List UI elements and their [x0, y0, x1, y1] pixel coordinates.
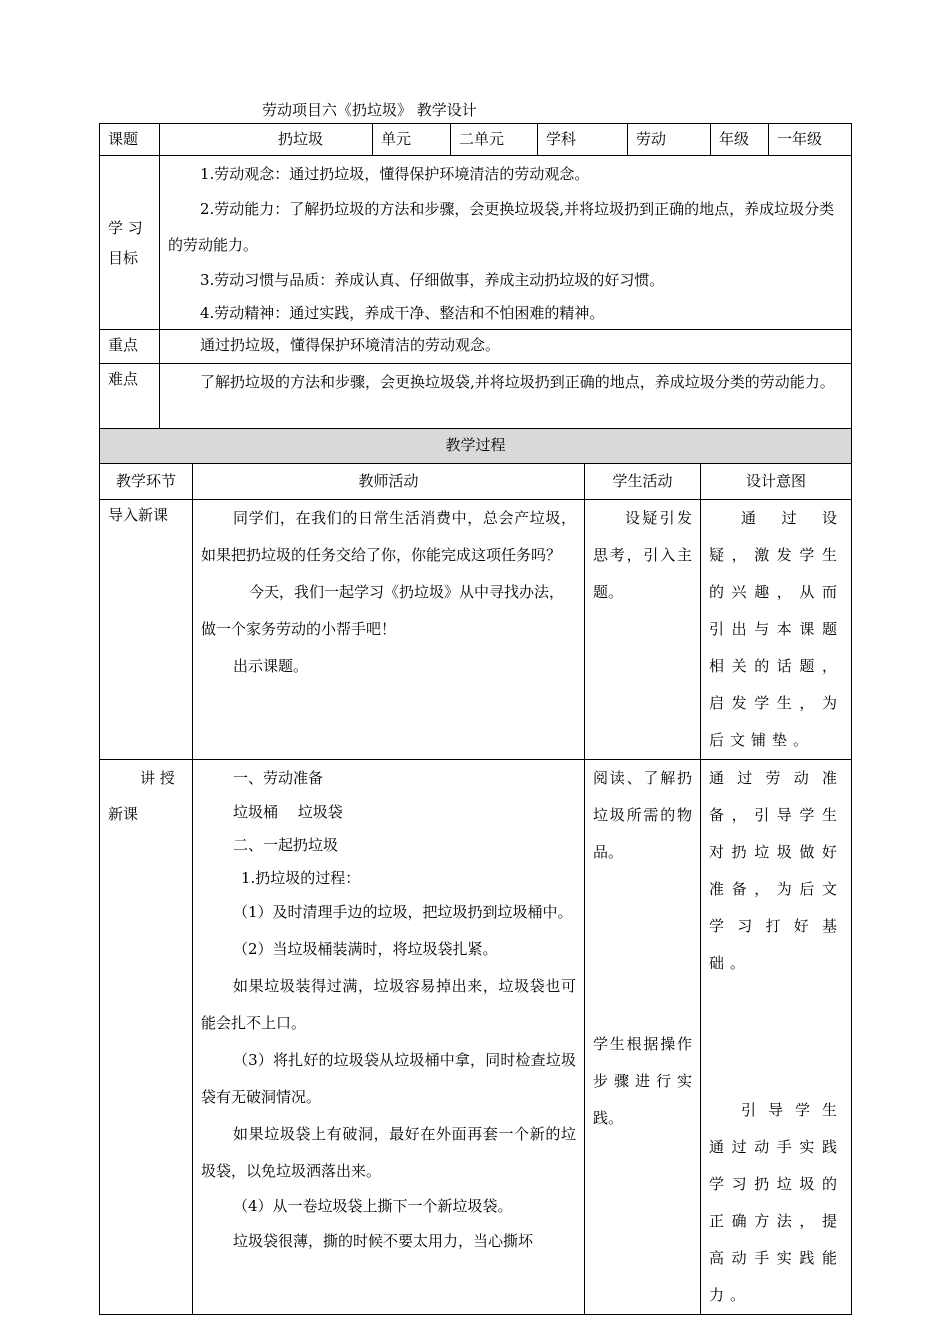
teach-student — [585, 760, 701, 1315]
teach-teacher-paragraph: 垃圾桶 垃圾袋 — [233, 803, 343, 821]
intro-student-text: 设疑引发思考，引入主题。 — [593, 509, 692, 601]
intro-teacher-paragraph: 同学们，在我们的日常生活消费中，总会产垃圾，如果把扔垃圾的任务交给了你，你能完成这项任务吗？ — [201, 509, 576, 564]
intro-student — [585, 500, 701, 760]
goals-label-line1: 学 习 — [108, 218, 143, 237]
teach-teacher-paragraph: 二、一起扔垃圾 — [233, 836, 339, 854]
key-point-label: 重点 — [100, 330, 160, 364]
goal-item: 4.劳动精神：通过实践，养成干净、整洁和不怕困难的精神。 — [200, 304, 605, 322]
column-header-teacher: 教师活动 — [193, 464, 585, 500]
difficulty-row — [100, 364, 852, 437]
teach-teacher-paragraph: （1）及时清理手边的垃圾，把垃圾扔到垃圾桶中。 — [233, 903, 573, 921]
goals-row — [100, 156, 852, 330]
teach-teacher-paragraph: 垃圾袋很薄，撕的时候不要太用力，当心撕坏 — [233, 1232, 534, 1250]
intro-stage: 导入新课 — [100, 500, 193, 760]
teach-student-text-1: 阅读、了解扔垃圾所需的物品。 — [593, 769, 692, 861]
process-header-row — [100, 429, 852, 464]
difficulty-text: 了解扔垃圾的方法和步骤，会更换垃圾袋,并将垃圾扔到正确的地点，养成垃圾分类的劳动能力。 — [200, 373, 835, 391]
teach-intent — [701, 760, 852, 1315]
grade-label: 年级 — [711, 124, 769, 156]
discipline-value: 劳动 — [628, 124, 711, 156]
goals-label — [100, 156, 160, 330]
column-header-row — [100, 464, 852, 500]
teach-row — [100, 760, 852, 1315]
teach-teacher-paragraph: 1.扔垃圾的过程： — [241, 869, 361, 887]
intro-teacher-paragraph: 出示课题。 — [233, 657, 309, 675]
goal-item: 2.劳动能力：了解扔垃圾的方法和步骤，会更换垃圾袋,并将垃圾扔到正确的地点，养成垃圾分类的劳动能力。 — [168, 200, 835, 254]
subject-label: 课题 — [100, 124, 160, 156]
info-row — [100, 124, 852, 156]
goal-item: 1.劳动观念：通过扔垃圾，懂得保护环境清洁的劳动观念。 — [200, 165, 590, 183]
unit-label: 单元 — [373, 124, 451, 156]
intro-intent — [701, 500, 852, 760]
unit-value: 二单元 — [451, 124, 538, 156]
info-table — [99, 123, 852, 437]
teach-intent-text-1: 通过劳动准备，引导学生对扔垃圾做好准备，为后文学习打好基础。 — [709, 769, 844, 972]
teach-student-text-2: 学生根据操作步骤进行实践。 — [593, 1035, 692, 1127]
teach-teacher-paragraph: 如果垃圾装得过满，垃圾容易掉出来，垃圾袋也可能会扎不上口。 — [201, 977, 576, 1032]
teach-teacher-paragraph: （3）将扎好的垃圾袋从垃圾桶中拿，同时检查垃圾袋有无破洞情况。 — [201, 1051, 576, 1106]
process-header: 教学过程 — [100, 429, 852, 464]
teach-teacher-paragraph: （4）从一卷垃圾袋上撕下一个新垃圾袋。 — [233, 1197, 513, 1215]
column-header-intent: 设计意图 — [701, 464, 852, 500]
grade-value: 一年级 — [769, 124, 852, 156]
key-point-text: 通过扔垃圾，懂得保护环境清洁的劳动观念。 — [160, 330, 852, 364]
difficulty-label: 难点 — [100, 364, 160, 437]
teach-teacher-paragraph: 一、劳动准备 — [233, 769, 324, 787]
page-title: 劳动项目六《扔垃圾》 教学设计 — [262, 101, 477, 119]
key-point-row — [100, 330, 852, 364]
goals-content — [160, 156, 852, 330]
teach-stage — [100, 760, 193, 1315]
subject-value: 扔垃圾 — [160, 124, 373, 156]
teach-teacher-paragraph: （2）当垃圾桶装满时，将垃圾袋扎紧。 — [233, 940, 498, 958]
intro-teacher-paragraph: 今天，我们一起学习《扔垃圾》从中寻找办法，做一个家务劳动的小帮手吧！ — [201, 583, 565, 638]
difficulty-content — [160, 364, 852, 437]
goal-item: 3.劳动习惯与品质：养成认真、仔细做事，养成主动扔垃圾的好习惯。 — [200, 271, 665, 289]
teach-teacher — [193, 760, 585, 1315]
discipline-label: 学科 — [538, 124, 628, 156]
column-header-stage: 教学环节 — [100, 464, 193, 500]
intro-row — [100, 500, 852, 760]
teach-stage-text: 讲 授 新课 — [108, 769, 175, 823]
intro-intent-text: 通过设疑，激发学生的兴趣，从而引出与本课题相关的话题，启发学生，为后文铺垫。 — [709, 509, 844, 749]
teach-intent-text-2: 引导学生通过动手实践学习扔垃圾的正确方法，提高动手实践能力。 — [709, 1101, 844, 1304]
intro-teacher — [193, 500, 585, 760]
column-header-student: 学生活动 — [585, 464, 701, 500]
goals-label-line2: 目标 — [108, 248, 139, 267]
process-table — [99, 428, 852, 1315]
teach-teacher-paragraph: 如果垃圾袋上有破洞，最好在外面再套一个新的垃圾袋，以免垃圾洒落出来。 — [201, 1125, 576, 1180]
